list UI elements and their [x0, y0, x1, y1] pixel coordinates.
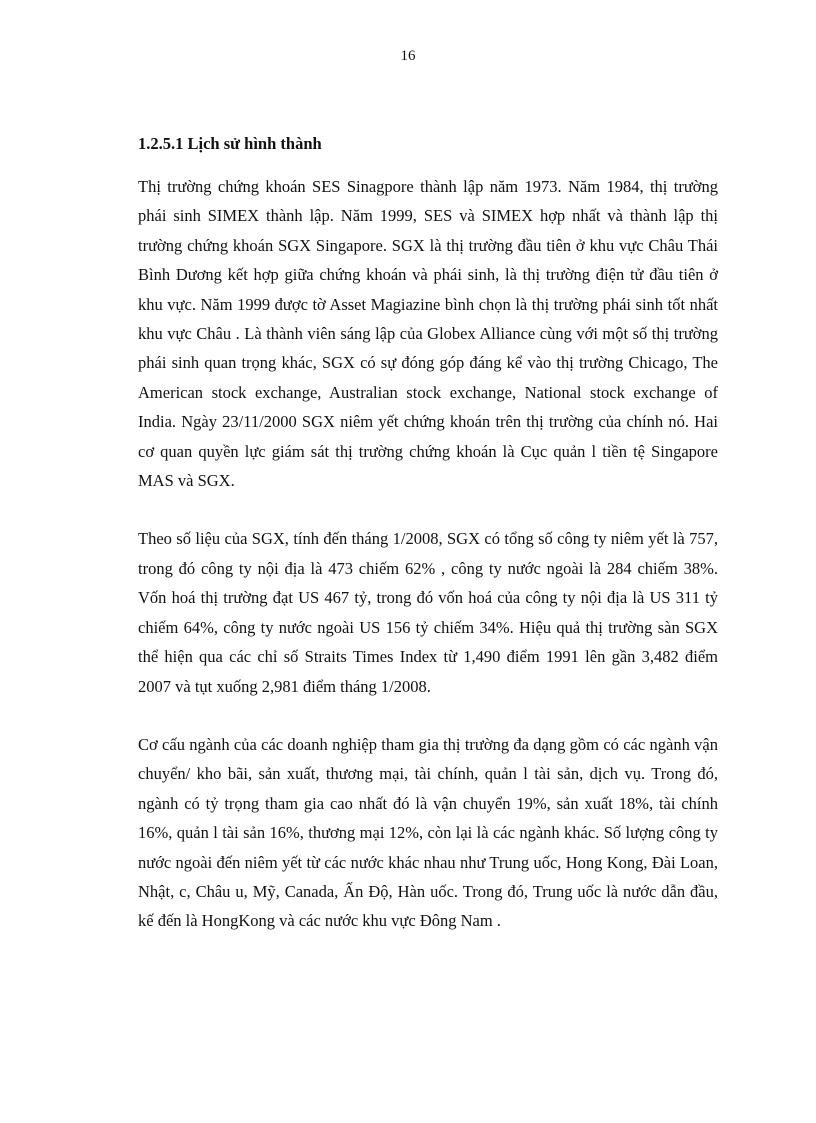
page-content [138, 130, 718, 936]
page-number: 16 [400, 48, 416, 64]
section-heading: 1.2.5.1 Lịch sử hình thành [138, 134, 322, 153]
paragraph-history: Thị trường chứng khoán SES Sinagpore thành lập năm 1973. Năm 1984, thị trường phái sinh SIMEX thành lập. Năm 1999, SES và SIMEX hợp nhất và thành lập thị trường chứng khoán SGX Singapore. SGX là thị trường đầu tiên ở khu vực Châu Thái Bình Dương kết hợp giữa chứng khoán và phái sinh, là thị trường điện tử đầu tiên ở khu vực. Năm 1999 được tờ Asset Magiazine bình chọn là thị trường phái sinh tốt nhất khu vực Châu . Là thành viên sáng lập của Globex Alliance cùng với một số thị trường phái sinh quan trọng khác, SGX có sự đóng góp đáng kể vào thị trường Chicago, The American stock exchange, Australian stock exchange, National stock exchange of India. Ngày 23/11/2000 SGX niêm yết chứng khoán trên thị trường của chính nó. Hai cơ quan quyền lực giám sát thị trường chứng khoán là Cục quản l tiền tệ Singapore MAS và SGX. [138, 177, 718, 491]
paragraph-industry-structure: Cơ cấu ngành của các doanh nghiệp tham gia thị trường đa dạng gồm có các ngành vận chuyển/ kho bãi, sản xuất, thương mại, tài chính, quản l tài sản, dịch vụ. Trong đó, ngành có tỷ trọng tham gia cao nhất đó là vận chuyển 19%, sản xuất 18%, tài chính 16%, quản l tài sản 16%, thương mại 12%, còn lại là các ngành khác. Số lượng công ty nước ngoài đến niêm yết từ các nước khác nhau như Trung uốc, Hong Kong, Đài Loan, Nhật, c, Châu u, Mỹ, Canada, Ấn Độ, Hàn uốc. Trong đó, Trung uốc là nước dẫn đầu, kế đến là HongKong và các nước khu vực Đông Nam . [138, 734, 718, 931]
paragraph-listings: Theo số liệu của SGX, tính đến tháng 1/2008, SGX có tổng số công ty niêm yết là 757, trong đó công ty nội địa là 473 chiếm 62% , công ty nước ngoài là 284 chiếm 38%. Vốn hoá thị trường đạt US 467 tỷ, trong đó vốn hoá của công ty nội địa là US 311 tỷ chiếm 64%, công ty nước ngoài US 156 tỷ chiếm 34%. Hiệu quả thị trường sàn SGX thể hiện qua các chỉ số Straits Times Index từ 1,490 điểm 1991 lên gần 3,482 điểm 2007 và tụt xuống 2,981 điểm tháng 1/2008. [138, 529, 718, 696]
